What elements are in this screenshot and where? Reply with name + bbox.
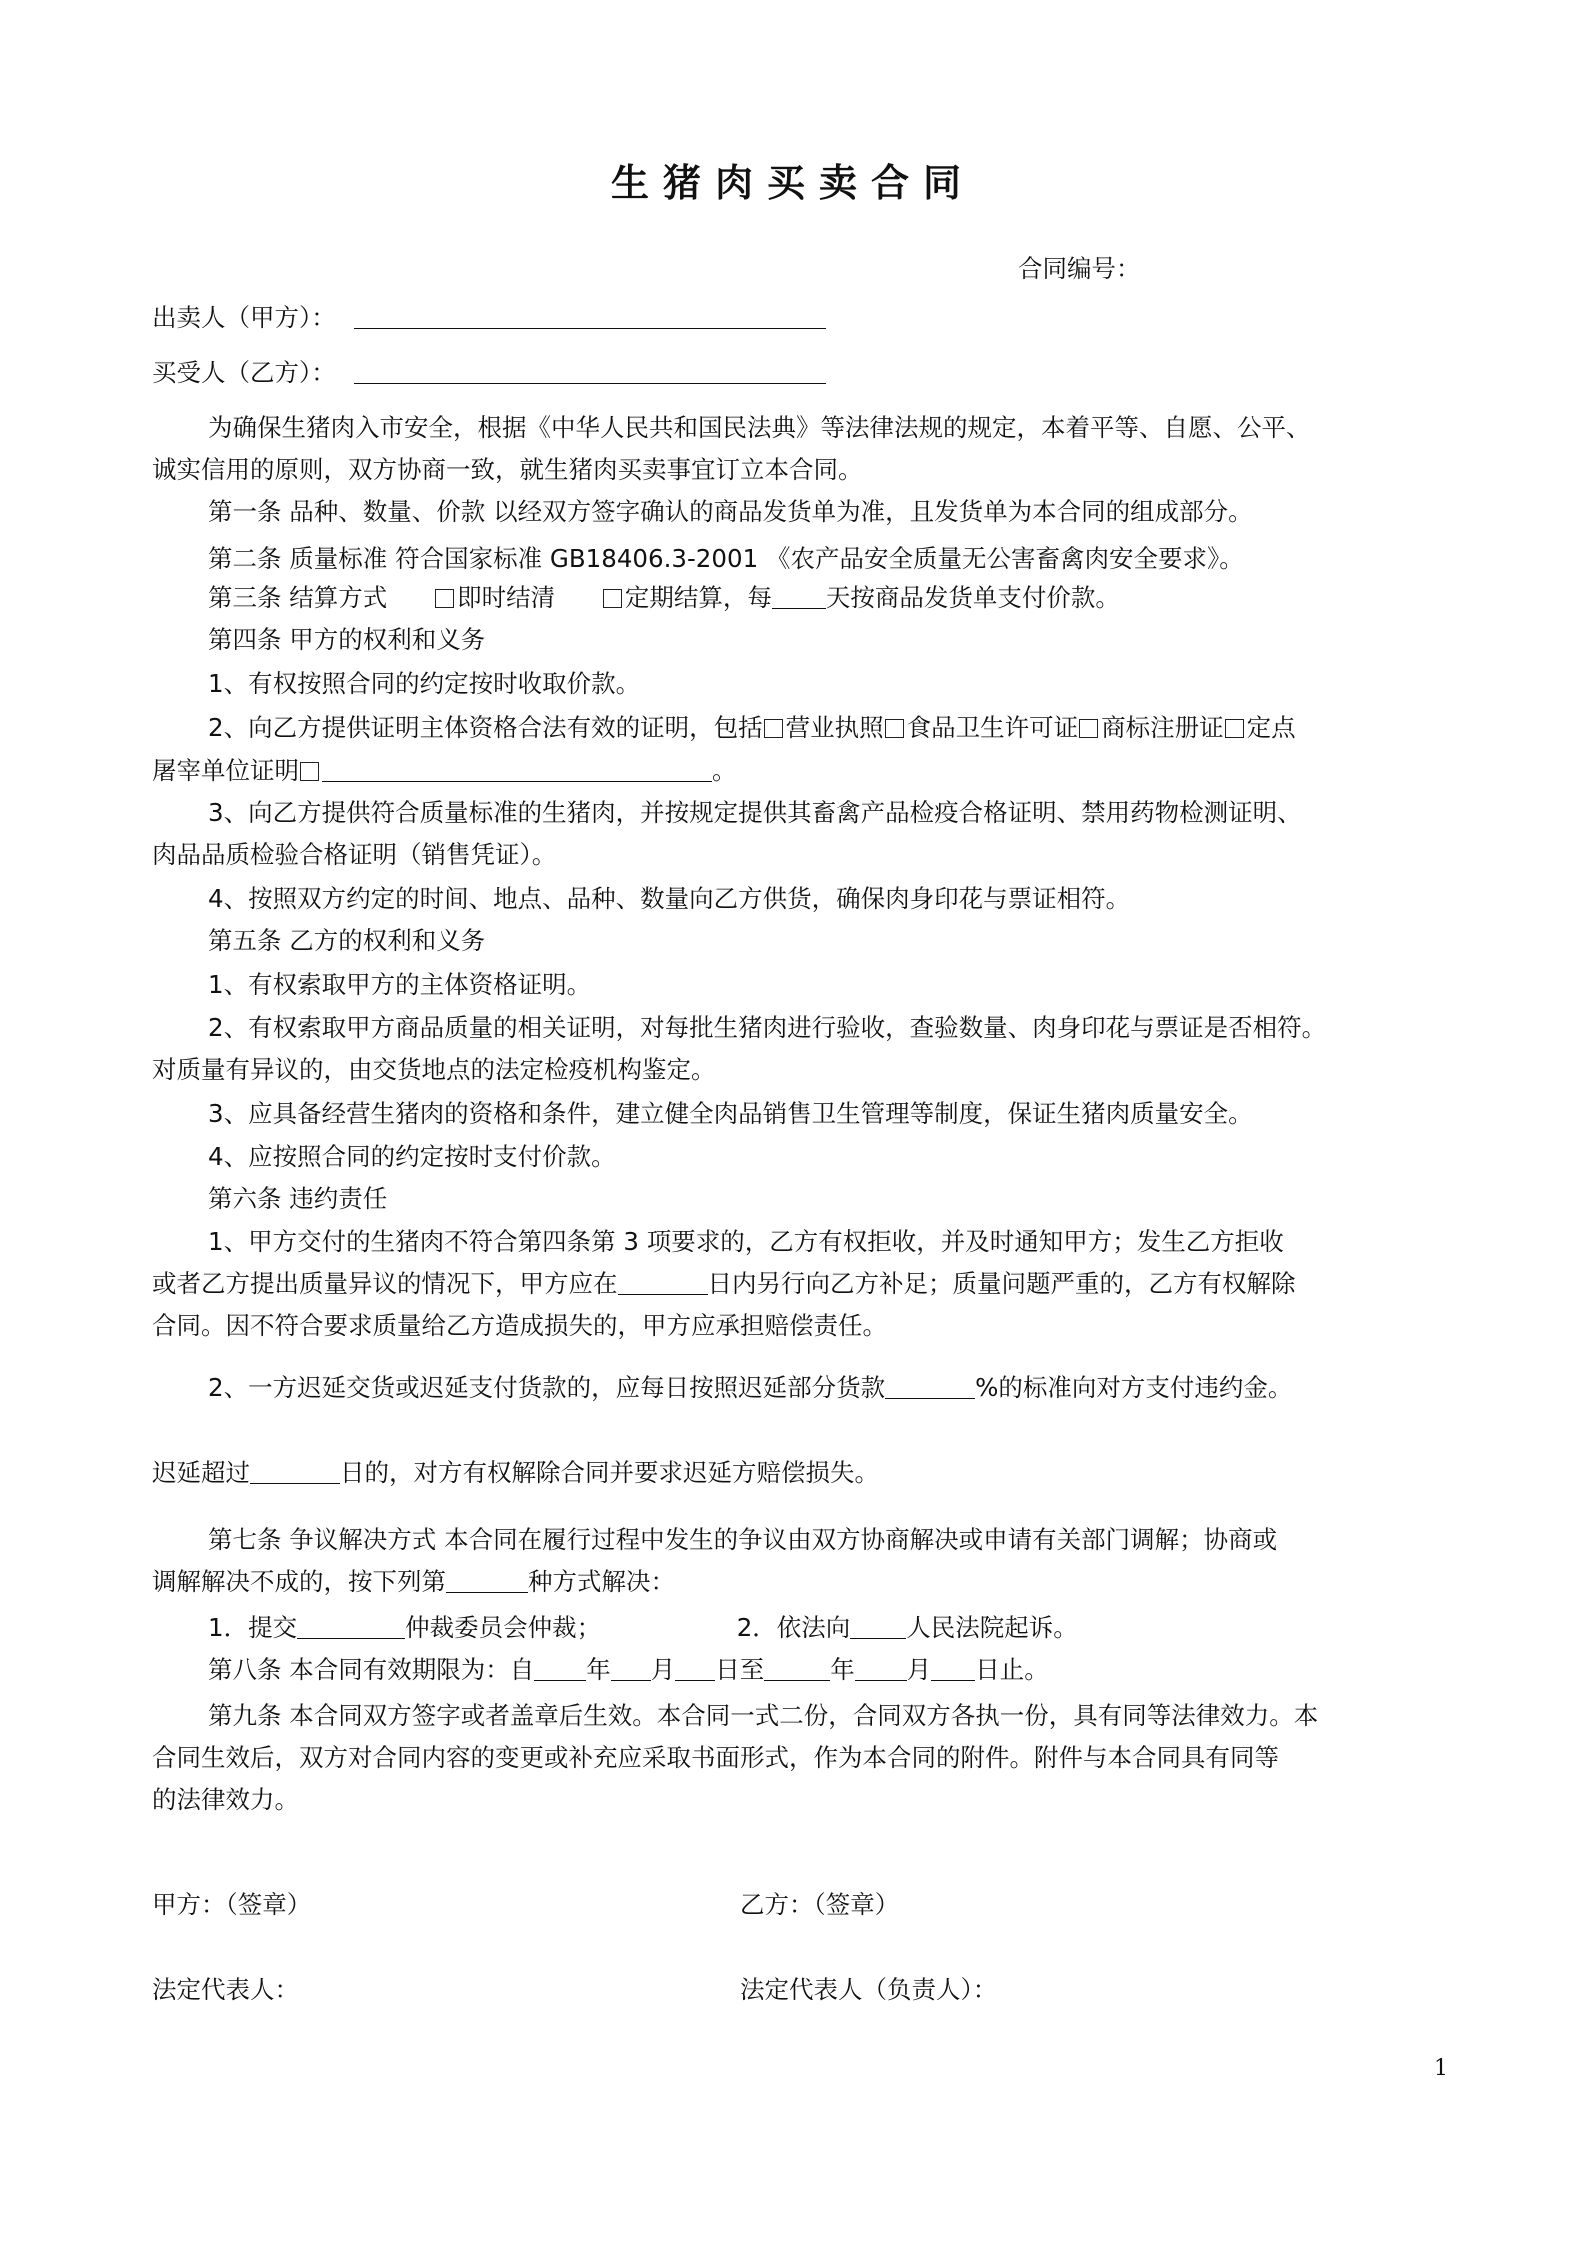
- article-6-item-1-text-a: 或者乙方提出质量异议的情况下，甲方应在: [152, 1269, 618, 1298]
- business-license-label: 营业执照: [785, 713, 884, 742]
- end-month-label: 月: [906, 1655, 932, 1684]
- article-7-options: [208, 1613, 1498, 1643]
- end-year-field[interactable]: [764, 1656, 830, 1681]
- dispute-method-field[interactable]: [446, 1568, 528, 1593]
- party-b-signature: 乙方：（签章）: [740, 1890, 900, 1919]
- arbitration-option-tail: 仲裁委员会仲裁；: [405, 1613, 602, 1642]
- periodic-settlement-checkbox[interactable]: [603, 589, 622, 608]
- settlement-days-field[interactable]: [772, 584, 826, 609]
- instant-settlement-label: 即时结清: [457, 583, 556, 612]
- article-5-item-3: 3、应具备经营生猪肉的资格和条件，建立健全肉品销售卫生管理等制度，保证生猪肉质量安全。: [208, 1099, 1253, 1128]
- contract-number-label: 合同编号：: [1018, 254, 1141, 283]
- buyer-row: [152, 358, 1442, 388]
- article-4-item-3-line-2: 肉品品质检验合格证明（销售凭证）。: [152, 840, 557, 869]
- arbitration-committee-field[interactable]: [297, 1614, 405, 1639]
- article-6-item-2-cont: [152, 1458, 1442, 1488]
- article-4-item-2-end: 。: [712, 756, 737, 785]
- trademark-certificate-label: 商标注册证: [1101, 713, 1224, 742]
- article-2: 第二条 质量标准 符合国家标准 GB18406.3-2001 《农产品安全质量无公害畜禽肉安全要求》。: [208, 544, 1244, 573]
- seller-label: 出卖人（甲方）：: [152, 303, 336, 332]
- designated-slaughter-label: 定点: [1246, 713, 1296, 742]
- article-6-item-2-text-b: %的标准向对方支付违约金。: [975, 1373, 1293, 1402]
- start-year-label: 年: [586, 1655, 611, 1684]
- article-9-line-3: 的法律效力。: [152, 1785, 299, 1814]
- food-hygiene-permit-checkbox[interactable]: [885, 719, 904, 738]
- periodic-settlement-tail: 天按商品发货单支付价款。: [825, 583, 1120, 612]
- buyer-label: 买受人（乙方）：: [152, 358, 336, 387]
- trademark-certificate-checkbox[interactable]: [1079, 719, 1098, 738]
- party-a-representative: 法定代表人：: [152, 1975, 299, 2004]
- business-license-checkbox[interactable]: [764, 719, 783, 738]
- article-6-item-1-line-1: 1、甲方交付的生猪肉不符合第四条第 3 项要求的，乙方有权拒收，并及时通知甲方；发生乙方拒收: [208, 1227, 1284, 1256]
- article-6-item-2-cont-a: 迟延超过: [152, 1458, 250, 1487]
- arbitration-option-label: 1．提交: [208, 1613, 298, 1642]
- buyer-name-field[interactable]: [354, 359, 826, 384]
- start-month-field[interactable]: [611, 1656, 651, 1681]
- article-4-item-2-cont: [152, 756, 1442, 786]
- article-3-label: 第三条 结算方式: [208, 583, 388, 612]
- court-option-tail: 人民法院起诉。: [906, 1613, 1078, 1642]
- penalty-rate-field[interactable]: [885, 1374, 975, 1399]
- article-8: [208, 1655, 1498, 1685]
- article-5-heading: 第五条 乙方的权利和义务: [208, 926, 486, 955]
- article-7-line-1: 第七条 争议解决方式 本合同在履行过程中发生的争议由双方协商解决或申请有关部门调解；协商或: [208, 1525, 1278, 1554]
- article-4-item-2-text: 2、向乙方提供证明主体资格合法有效的证明，包括: [208, 713, 763, 742]
- article-4-item-2: [208, 713, 1498, 743]
- article-5-item-2-line-2: 对质量有异议的，由交货地点的法定检疫机构鉴定。: [152, 1055, 716, 1084]
- start-day-field[interactable]: [675, 1656, 715, 1681]
- article-3: [208, 583, 1498, 613]
- article-6-heading: 第六条 违约责任: [208, 1184, 388, 1213]
- article-6-item-1-line-3: 合同。因不符合要求质量给乙方造成损失的，甲方应承担赔偿责任。: [152, 1311, 887, 1340]
- article-7-text-b: 种方式解决：: [528, 1567, 675, 1596]
- article-4-item-1: 1、有权按照合同的约定按时收取价款。: [208, 669, 641, 698]
- slaughter-unit-checkbox[interactable]: [300, 762, 319, 781]
- food-hygiene-permit-label: 食品卫生许可证: [906, 713, 1079, 742]
- court-option-label: 2．依法向: [736, 1613, 851, 1642]
- article-9-line-2: 合同生效后，双方对合同内容的变更或补充应采取书面形式，作为本合同的附件。附件与本合同具有同等: [152, 1743, 1279, 1772]
- replacement-days-field[interactable]: [618, 1270, 708, 1295]
- article-5-item-4: 4、应按照合同的约定按时支付价款。: [208, 1142, 616, 1171]
- start-year-field[interactable]: [534, 1656, 586, 1681]
- seller-name-field[interactable]: [354, 304, 826, 329]
- article-6-item-1-text-b: 日内另行向乙方补足；质量问题严重的，乙方有权解除: [707, 1269, 1296, 1298]
- end-day-label: 日止。: [975, 1655, 1049, 1684]
- end-month-field[interactable]: [855, 1656, 907, 1681]
- article-4-item-4: 4、按照双方约定的时间、地点、品种、数量向乙方供货，确保肉身印花与票证相符。: [208, 884, 1131, 913]
- page-number: 1: [1434, 2056, 1448, 2081]
- start-month-label: 月: [650, 1655, 676, 1684]
- seller-row: [152, 303, 1442, 333]
- intro-line-1: 为确保生猪肉入市安全，根据《中华人民共和国民法典》等法律法规的规定，本着平等、自愿、公平、: [208, 413, 1311, 442]
- page-title: 生猪肉买卖合同: [610, 161, 975, 205]
- other-certificate-field[interactable]: [322, 757, 712, 782]
- article-4-item-3-line-1: 3、向乙方提供符合质量标准的生猪肉，并按规定提供其畜禽产品检疫合格证明、禁用药物检测证明、: [208, 798, 1302, 827]
- party-b-representative: 法定代表人（负责人）：: [740, 1975, 998, 2004]
- court-name-field[interactable]: [850, 1614, 906, 1639]
- delay-days-field[interactable]: [250, 1459, 340, 1484]
- article-9-line-1: 第九条 本合同双方签字或者盖章后生效。本合同一式二份，合同双方各执一份，具有同等法律效力。本: [208, 1701, 1319, 1730]
- article-5-item-2-line-1: 2、有权索取甲方商品质量的相关证明，对每批生猪肉进行验收，查验数量、肉身印花与票证是否相符。: [208, 1013, 1327, 1042]
- party-a-signature: 甲方：（签章）: [152, 1890, 312, 1919]
- periodic-settlement-label: 定期结算，每: [624, 583, 772, 612]
- article-6-item-2: [208, 1373, 1498, 1403]
- intro-line-2: 诚实信用的原则，双方协商一致，就生猪肉买卖事宜订立本合同。: [152, 455, 863, 484]
- end-year-label: 年: [830, 1655, 855, 1684]
- instant-settlement-checkbox[interactable]: [435, 589, 454, 608]
- start-day-label: 日至: [715, 1655, 765, 1684]
- article-5-item-1: 1、有权索取甲方的主体资格证明。: [208, 970, 592, 999]
- article-8-label: 第八条 本合同有效期限为：自: [208, 1655, 535, 1684]
- article-4-heading: 第四条 甲方的权利和义务: [208, 625, 486, 654]
- article-1: 第一条 品种、数量、价款 以经双方签字确认的商品发货单为准，且发货单为本合同的组成部分。: [208, 497, 1253, 526]
- article-6-item-2-cont-b: 日的，对方有权解除合同并要求迟延方赔偿损失。: [340, 1458, 879, 1487]
- end-day-field[interactable]: [931, 1656, 975, 1681]
- article-6-item-2-text-a: 2、一方迟延交货或迟延支付货款的，应每日按照迟延部分货款: [208, 1373, 886, 1402]
- slaughter-unit-label: 屠宰单位证明: [152, 756, 299, 785]
- article-7-line-2: [152, 1567, 1442, 1597]
- article-6-item-1-line-2: [152, 1269, 1442, 1299]
- designated-slaughter-checkbox[interactable]: [1225, 719, 1244, 738]
- article-7-text-a: 调解解决不成的，按下列第: [152, 1567, 446, 1596]
